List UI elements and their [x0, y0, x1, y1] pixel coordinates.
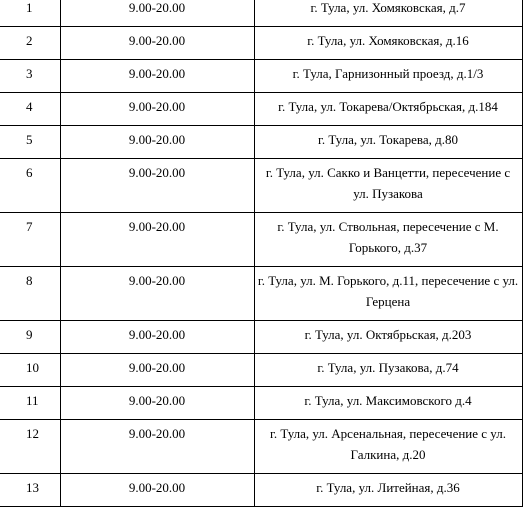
- row-number: 13: [0, 474, 60, 507]
- row-number: 9: [0, 321, 60, 354]
- address: г. Тула, Гарнизонный проезд, д.1/3: [254, 60, 522, 93]
- address: г. Тула, ул. Октябрьская, д.203: [254, 321, 522, 354]
- table-row: [0, 159, 522, 213]
- working-hours: 9.00-20.00: [60, 27, 254, 60]
- working-hours: 9.00-20.00: [60, 354, 254, 387]
- row-number: 10: [0, 354, 60, 387]
- table-row: [0, 0, 522, 27]
- address: г. Тула, ул. Литейная, д.36: [254, 474, 522, 507]
- table-row: [0, 321, 522, 354]
- working-hours: 9.00-20.00: [60, 93, 254, 126]
- row-number: 2: [0, 27, 60, 60]
- table-row: [0, 267, 522, 321]
- row-number: 8: [0, 267, 60, 321]
- address: г. Тула, ул. Хомяковская, д.16: [254, 27, 522, 60]
- address: г. Тула, ул. Максимовского д.4: [254, 387, 522, 420]
- table-row: [0, 93, 522, 126]
- row-number: 6: [0, 159, 60, 213]
- row-number: 7: [0, 213, 60, 267]
- table-row: [0, 354, 522, 387]
- working-hours: 9.00-20.00: [60, 0, 254, 27]
- address: г. Тула, ул. Ствольная, пересечение с М. Горького, д.37: [254, 213, 522, 267]
- table-row: [0, 60, 522, 93]
- row-number: 3: [0, 60, 60, 93]
- working-hours: 9.00-20.00: [60, 60, 254, 93]
- table-row: [0, 420, 522, 474]
- table-row: [0, 126, 522, 159]
- address: г. Тула, ул. Токарева/Октябрьская, д.184: [254, 93, 522, 126]
- table-row: [0, 27, 522, 60]
- address: г. Тула, ул. М. Горького, д.11, пересечение с ул. Герцена: [254, 267, 522, 321]
- address: г. Тула, ул. Хомяковская, д.7: [254, 0, 522, 27]
- address: г. Тула, ул. Сакко и Ванцетти, пересечение с ул. Пузакова: [254, 159, 522, 213]
- row-number: 5: [0, 126, 60, 159]
- address: г. Тула, ул. Пузакова, д.74: [254, 354, 522, 387]
- working-hours: 9.00-20.00: [60, 474, 254, 507]
- working-hours: 9.00-20.00: [60, 267, 254, 321]
- working-hours: 9.00-20.00: [60, 387, 254, 420]
- working-hours: 9.00-20.00: [60, 159, 254, 213]
- table-row: [0, 387, 522, 420]
- row-number: 4: [0, 93, 60, 126]
- working-hours: 9.00-20.00: [60, 126, 254, 159]
- working-hours: 9.00-20.00: [60, 420, 254, 474]
- table-row: [0, 474, 522, 507]
- row-number: 11: [0, 387, 60, 420]
- row-number: 12: [0, 420, 60, 474]
- table-row: [0, 213, 522, 267]
- working-hours: 9.00-20.00: [60, 321, 254, 354]
- address: г. Тула, ул. Арсенальная, пересечение с ул. Галкина, д.20: [254, 420, 522, 474]
- working-hours: 9.00-20.00: [60, 213, 254, 267]
- address: г. Тула, ул. Токарева, д.80: [254, 126, 522, 159]
- row-number: 1: [0, 0, 60, 27]
